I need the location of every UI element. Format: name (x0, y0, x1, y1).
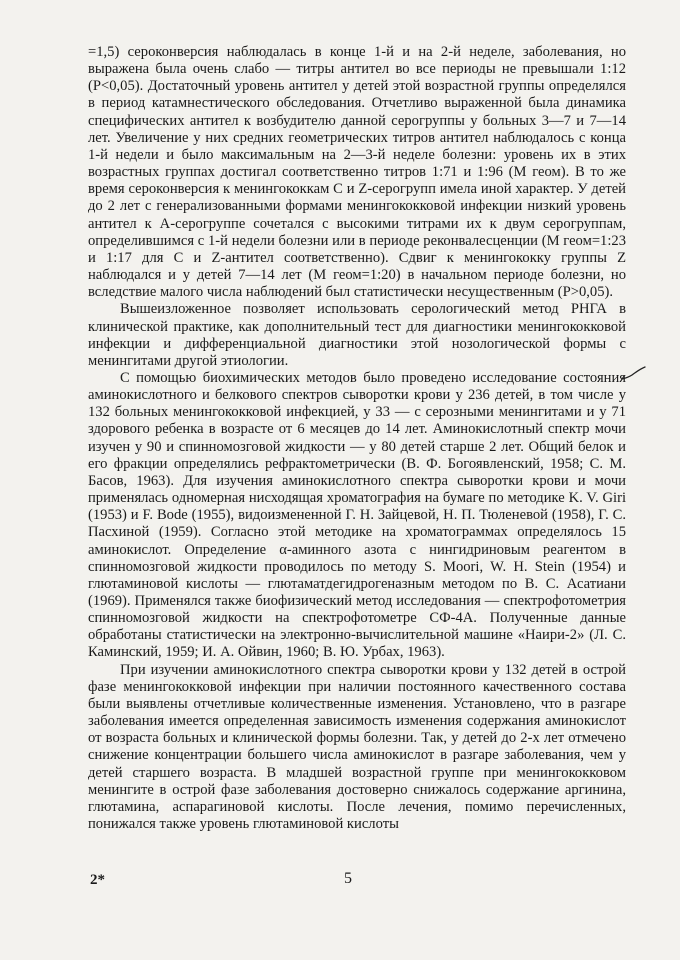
signature-mark: 2* (90, 872, 105, 888)
paragraph-biochemical-methods: С помощью биохимических методов было проведено исследование состояния аминокислотного и белкового спектров сыворотки крови у 236 детей, в том числе у 132 больных менингококковой инфекцией, у 33 — с серозными менингитами и у 71 здорового ребенка в возрасте от 6 месяцев до 14 лет. Аминокислотный спектр мочи изучен у 90 и спинномозговой жидкости — у 80 детей старше 2 лет. Общий белок и его фракции определялись рефрактометрически (В. Ф. Богоявленский, 1958; С. М. Басов, 1963). Для изучения аминокислотного спектра сыворотки крови и мочи применялась одномерная нисходящая хроматография на бумаге по методике K. V. Giri (1953) и F. Bode (1955), видоизмененной Г. Н. Зайцевой, Н. П. Тюленевой (1958), Г. С. Пасхиной (1959). Согласно этой методике на хроматограммах определялось 15 аминокислот. Определение α-аминного азота с нингидриновым реагентом в спинномозговой жидкости проводилось по методу S. Moori, W. H. Stein (1954) и глютаминовой кислоты — глютаматдегидрогеназным методом по В. С. Асатиани (1969). Применялся также биофизический метод исследования — спектрофотометрия спинномозговой жидкости на спектрофотометре СФ-4А. Полученные данные обработаны статистически на электронно-вычислительной машине «Наири-2» (Л. С. Каминский, 1959; И. А. Ойвин, 1960; В. Ю. Урбах, 1963). (88, 369, 626, 661)
paragraph-rnga-conclusion: Вышеизложенное позволяет использовать серологический метод РНГА в клинической практике, как дополнительный тест для диагностики менингококковой инфекции и дифференциальной диагностики этой нозологической формы с менингитами другой этиологии. (88, 301, 626, 369)
handwritten-check-mark (620, 366, 646, 382)
paragraph-serology-dynamics: =1,5) сероконверсия наблюдалась в конце 1-й и на 2-й неделе, заболевания, но выражена была очень слабо — титры антител во все периоды не превышали 1:12 (P<0,05). Достаточный уровень антител у детей этой возрастной группы определялся в период катамнестического обследования. Отчетливо выраженной была динамика специфических антител к возбудителю данной серогруппы у больных 3—7 и 7—14 лет. Увеличение у них средних геометрических титров антител наблюдалось с конца 1-й недели и было максимальным на 2—3-й неделе болезни: уровень их в этих возрастных группах достигал соответственно титров 1:71 и 1:96 (М геом). В то же время сероконверсия к менингококкам С и Z-серогрупп имела иной характер. У детей до 2 лет с генерализованными формами менингококковой инфекции низкий уровень антител к А-серогруппе сочетался с высокими титрами их к двум серогруппам, определившимся с 1-й недели болезни или в периоде реконвалесценции (М геом=1:23 и 1:17 для С и Z-антител соответственно). Сдвиг к менингококку группы Z наблюдался и у детей 7—14 лет (М геом=1:20) в начальном периоде болезни, но вследствие малого числа наблюдений был статистически несущественным (P>0,05). (88, 44, 626, 301)
page-body (88, 44, 626, 833)
paragraph-amino-acid-findings: При изучении аминокислотного спектра сыворотки крови у 132 детей в острой фазе менингококковой инфекции при наличии постоянного качественного состава были выявлены отчетливые количественные изменения. Установлено, что в разгаре заболевания имеется определенная зависимость изменения содержания аминокислот от возраста больных и клинической формы болезни. Так, у детей до 2-х лет отмечено снижение концентрации большего числа аминокислот в разгаре заболевания, чем у детей старшего возраста. В младшей возрастной группе при менингококковом менингите в острой фазе заболевания достоверно снижалось содержание аргинина, глютамина, аспарагиновой кислоты. После лечения, помимо перечисленных, понижался также уровень глютаминовой кислоты (88, 661, 626, 833)
page-number: 5 (344, 870, 352, 887)
